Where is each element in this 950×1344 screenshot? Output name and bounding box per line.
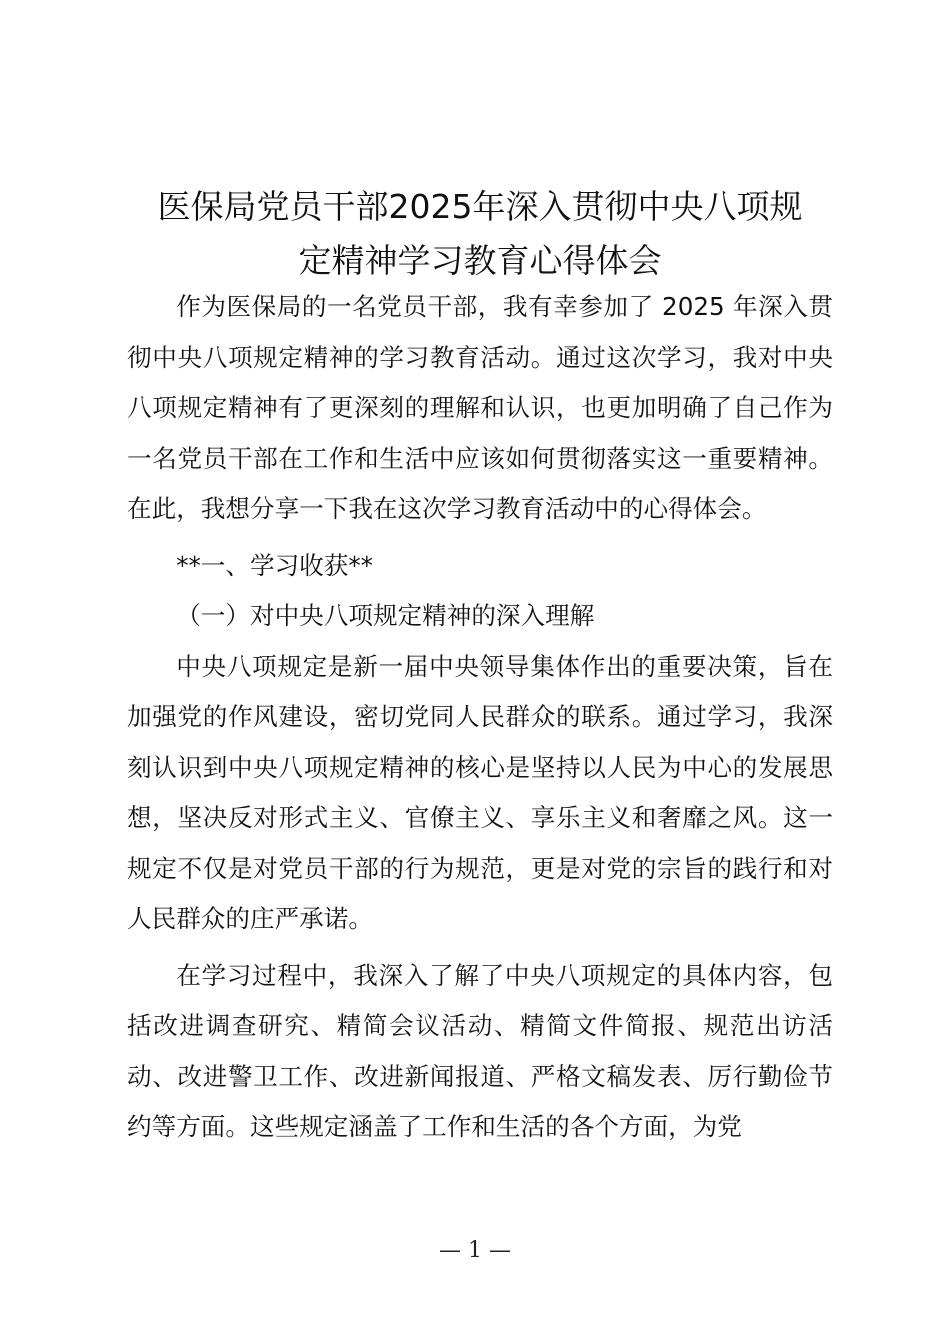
paragraph-intro: 作为医保局的一名党员干部，我有幸参加了 2025 年深入贯彻中央八项规定精神的学习教育活动。通过这次学习，我对中央八项规定精神有了更深刻的理解和认识，也更加明确了自己作为一名党员干部在工作和生活中应该如何贯彻落实这一重要精神。在此，我想分享一下我在这次学习教育活动中的心得体会。 (127, 292, 833, 523)
title-line-1: 医保局党员干部2025年深入贯彻中央八项规 (157, 187, 803, 226)
document-body (127, 282, 833, 1153)
subsection-heading: （一）对中央八项规定精神的深入理解 (176, 601, 595, 630)
section-heading: **一、学习收获** (176, 550, 373, 580)
paragraph-content: 在学习过程中，我深入了解了中央八项规定的具体内容，包括改进调查研究、精简会议活动、精简文件简报、规范出访活动、改进警卫工作、改进新闻报道、严格文稿发表、厉行勤俭节约等方面。这些规定涵盖了工作和生活的各个方面，为党 (127, 960, 833, 1141)
title-line-2: 定精神学习教育心得体会 (298, 241, 662, 280)
paragraph-understanding: 中央八项规定是新一届中央领导集体作出的重要决策，旨在加强党的作风建设，密切党同人民群众的联系。通过学习，我深刻认识到中央八项规定精神的核心是坚持以人民为中心的发展思想，坚决反对形式主义、官僚主义、享乐主义和奢靡之风。这一规定不仅是对党员干部的行为规范，更是对党的宗旨的践行和对人民群众的庄严承诺。 (127, 651, 833, 933)
document-title (120, 180, 840, 288)
page-number: — 1 — (439, 1238, 511, 1263)
